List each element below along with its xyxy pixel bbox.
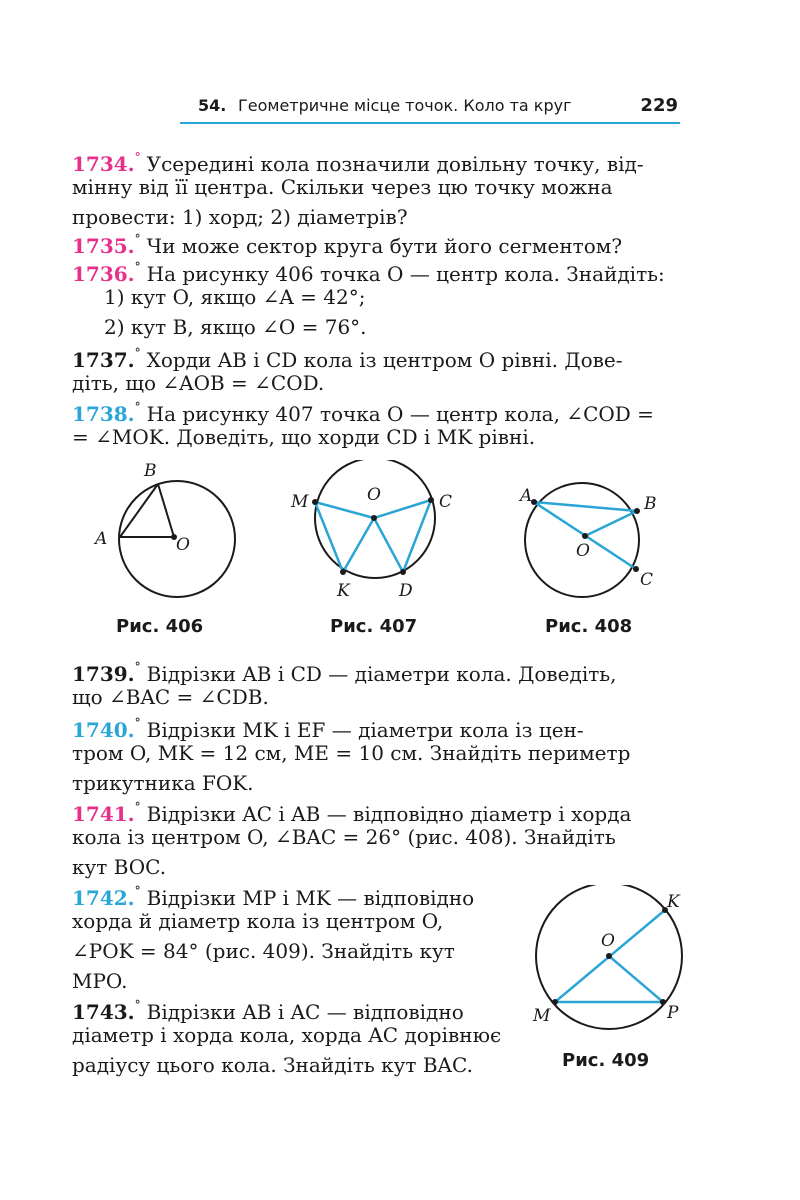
caption-406: Рис. 406 [116, 616, 204, 637]
problem-number: 1738. [72, 402, 135, 426]
problem-line: діаметр і хорда кола, хорда AC дорівнює [72, 1023, 502, 1047]
radius-oc [374, 500, 431, 518]
problem-text: Усередині кола позначили довільну точку, від- [146, 152, 644, 176]
problem-text: На рисунку 407 точка O — центр кола, ∠COD = [146, 402, 654, 426]
problem-line: 1740.° Відрізки MK і EF — діаметри кола із цен- [72, 716, 584, 742]
circle [525, 483, 639, 597]
problem-text: Відрізки AB і AC — відповідно [146, 1000, 464, 1024]
problem-line: що ∠BAC = ∠CDB. [72, 685, 269, 709]
problem-line: 1743.° Відрізки AB і AC — відповідно [72, 998, 464, 1024]
radius-ob [585, 511, 637, 536]
problem-number: 1739. [72, 662, 135, 686]
problem-number: 1742. [72, 886, 135, 910]
center-point [606, 953, 612, 959]
point-m [552, 999, 558, 1005]
running-header [180, 92, 680, 124]
problem-text: Хорди AB і CD кола із центром O рівні. Дове- [146, 348, 623, 372]
label-m: M [291, 492, 309, 512]
label-m: M [533, 1006, 551, 1026]
problem-line: 1735.° Чи може сектор круга бути його сегментом? [72, 232, 623, 258]
problem-1741 [72, 792, 684, 882]
problem-item: 2) кут B, якщо ∠O = 76°. [104, 315, 367, 339]
label-k: K [667, 892, 680, 912]
problem-line: кола із центром O, ∠BAC = 26° (рис. 408). Знайдіть [72, 825, 616, 849]
point-c [633, 566, 639, 572]
label-o: O [601, 931, 615, 951]
caption-409: Рис. 409 [562, 1050, 650, 1071]
problem-line: 1736.° На рисунку 406 точка O — центр кола. Знайдіть: [72, 260, 665, 286]
problem-1735 [72, 224, 684, 258]
caption-408: Рис. 408 [545, 616, 633, 637]
figure-406 [90, 455, 240, 615]
problem-text: На рисунку 406 точка O — центр кола. Знайдіть: [146, 262, 665, 286]
problem-line: 1739.° Відрізки AB і CD — діаметри кола. Доведіть, [72, 660, 617, 686]
problem-number: 1734. [72, 152, 135, 176]
problem-1743 [72, 990, 512, 1080]
problem-line: MPO. [72, 969, 128, 993]
problem-number: 1736. [72, 262, 135, 286]
label-b: B [144, 461, 157, 481]
radius-od [374, 518, 403, 572]
point-d [400, 569, 406, 575]
problem-text: Відрізки AC і AB — відповідно діаметр і хорда [146, 802, 632, 826]
problem-item: 1) кут O, якщо ∠A = 42°; [104, 285, 366, 309]
problem-text: Відрізки MP і MK — відповідно [146, 886, 475, 910]
figure-408 [510, 475, 680, 610]
chord-mk [315, 502, 343, 572]
point-b [634, 508, 640, 514]
problem-1737 [72, 338, 684, 398]
problem-line: хорда й діаметр кола із центром O, [72, 909, 444, 933]
center-point [371, 515, 377, 521]
label-c: C [640, 570, 654, 590]
problem-1740 [72, 708, 684, 798]
label-b: B [644, 494, 657, 514]
problem-line: тром O, MK = 12 см, ME = 10 см. Знайдіть периметр [72, 741, 631, 765]
problem-number: 1740. [72, 718, 135, 742]
problem-1739 [72, 652, 684, 712]
problem-number: 1741. [72, 802, 135, 826]
problem-line: 1734.° Усередині кола позначили довільну точку, від- [72, 150, 644, 176]
figure-409 [525, 885, 695, 1035]
caption-407: Рис. 407 [330, 616, 418, 637]
problem-line: радіусу цього кола. Знайдіть кут BAC. [72, 1053, 473, 1077]
center-point [582, 533, 588, 539]
label-k: K [337, 581, 350, 601]
problem-line: 1742.° Відрізки MP і MK — відповідно [72, 884, 475, 910]
point-m [312, 499, 318, 505]
problem-line: мінну від її центра. Скільки через цю точку можна [72, 175, 613, 199]
radius-ok [343, 518, 374, 572]
problem-line: 1737.° Хорди AB і CD кола із центром O рівні. Дове- [72, 346, 623, 372]
chord-ab [534, 502, 637, 511]
section-title: Геометричне місце точок. Коло та круг [238, 96, 572, 115]
radius-ob [158, 484, 174, 537]
page-number: 229 [640, 95, 678, 116]
problem-text: Чи може сектор круга бути його сегментом? [146, 234, 623, 258]
problem-1738 [72, 392, 684, 452]
figure-407-drawing [285, 460, 465, 610]
label-o: O [176, 535, 190, 555]
radius-op [609, 956, 663, 1002]
problem-number: 1735. [72, 234, 135, 258]
radius-om [315, 502, 374, 518]
problem-line: кут BOC. [72, 855, 167, 879]
label-p: P [667, 1003, 679, 1023]
problem-line: трикутника FOK. [72, 771, 254, 795]
problem-line: 1738.° На рисунку 407 точка O — центр кола, ∠COD = [72, 400, 654, 426]
problem-line: провести: 1) хорд; 2) діаметрів? [72, 205, 408, 229]
problem-line: = ∠MOK. Доведіть, що хорди CD і MK рівні. [72, 425, 536, 449]
problem-text: Відрізки MK і EF — діаметри кола із цен- [146, 718, 584, 742]
label-c: C [439, 492, 453, 512]
problem-1736 [72, 252, 684, 342]
section-number: 54. [198, 96, 227, 115]
problem-number: 1737. [72, 348, 135, 372]
label-a: A [95, 529, 108, 549]
label-o: O [367, 485, 381, 505]
label-a: A [520, 486, 533, 506]
problem-line: 1741.° Відрізки AC і AB — відповідно діаметр і хорда [72, 800, 632, 826]
point-k [340, 569, 346, 575]
figure-408-drawing [510, 475, 680, 610]
point-p [660, 999, 666, 1005]
problem-text: Відрізки AB і CD — діаметри кола. Доведіть, [146, 662, 617, 686]
figure-409-drawing [525, 885, 695, 1035]
point-c [428, 497, 434, 503]
header-rule [180, 122, 680, 124]
label-o: O [576, 541, 590, 561]
label-d: D [399, 581, 413, 601]
problem-line: діть, що ∠AOB = ∠COD. [72, 371, 325, 395]
figure-406-drawing [90, 455, 240, 615]
figure-407 [285, 460, 465, 610]
problem-1742 [72, 876, 512, 996]
problem-number: 1743. [72, 1000, 135, 1024]
problem-1734 [72, 142, 684, 232]
problem-line: ∠POK = 84° (рис. 409). Знайдіть кут [72, 939, 455, 963]
